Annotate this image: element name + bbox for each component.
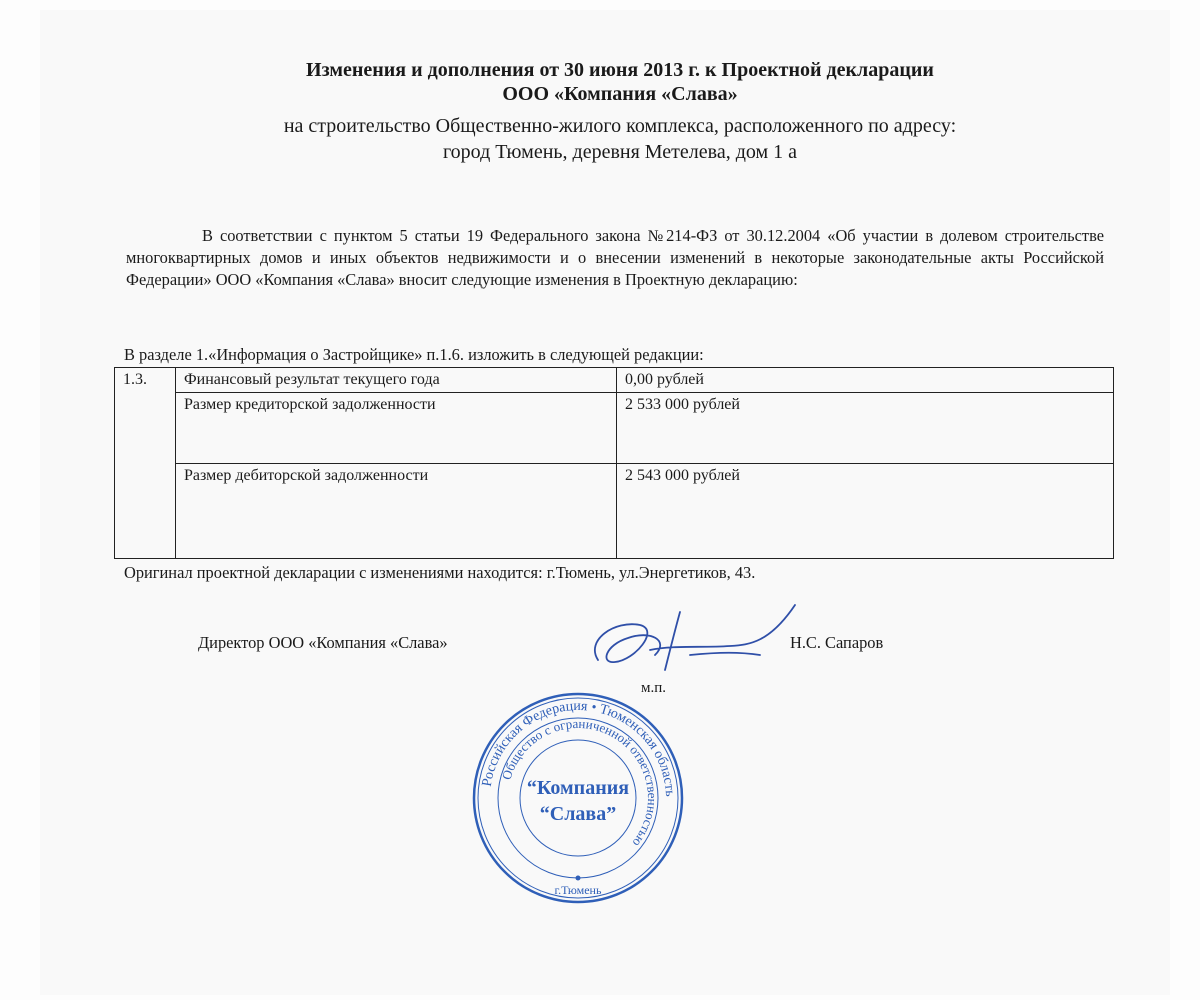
intro-paragraph: В соответствии с пунктом 5 статьи 19 Федерального закона №214-ФЗ от 30.12.2004 «Об участии в долевом строительстве многоквартирных домов и иных объектов недвижимости и о внесении изменений в некоторые законодательные акты Российской Федерации» ООО «Компания «Слава» вносит следующие изменения в Проектную декларацию: — [126, 226, 1104, 289]
table-row — [115, 393, 1114, 464]
table-row — [115, 464, 1114, 559]
document-subtitle-line1: на строительство Общественно-жилого комплекса, расположенного по адресу: — [283, 115, 957, 137]
signatory-name: Н.С. Сапаров — [790, 633, 884, 652]
original-location-note: Оригинал проектной декларации с изменениями находится: г.Тюмень, ул.Энергетиков, 43. — [124, 563, 756, 582]
stamp-outer-text: Российская Федерация • Тюменская область — [479, 698, 678, 797]
table-row — [115, 368, 1114, 393]
document-subtitle-line2: город Тюмень, деревня Метелева, дом 1 а — [442, 141, 798, 163]
row-value: 2 533 000 рублей — [617, 393, 1114, 464]
stamp-center-line2: “Слава” — [539, 803, 617, 825]
stamp-dot — [576, 876, 581, 881]
document-title-line1: Изменения и дополнения от 30 июня 2013 г. к Проектной декларации — [306, 59, 934, 81]
row-value: 0,00 рублей — [617, 368, 1114, 393]
stamp-bottom-text: г.Тюмень — [554, 883, 602, 897]
handwritten-signature — [580, 600, 810, 685]
seal-place-mark: м.п. — [641, 680, 667, 696]
section-instruction: В разделе 1.«Информация о Застройщике» п.1.6. изложить в следующей редакции: — [124, 345, 704, 364]
document-title-line2: ООО «Компания «Слава» — [502, 83, 738, 105]
signatory-position: Директор ООО «Компания «Слава» — [198, 633, 448, 652]
financial-table — [114, 367, 1114, 559]
row-value: 2 543 000 рублей — [617, 464, 1114, 559]
row-label: Размер дебиторской задолженности — [176, 464, 617, 559]
item-number-cell: 1.3. — [115, 368, 176, 559]
stamp-inner-text: Общество с ограниченной ответственностью — [498, 715, 661, 850]
company-stamp — [468, 688, 688, 908]
stamp-center-line1: “Компания — [526, 777, 630, 799]
row-label: Финансовый результат текущего года — [176, 368, 617, 393]
row-label: Размер кредиторской задолженности — [176, 393, 617, 464]
